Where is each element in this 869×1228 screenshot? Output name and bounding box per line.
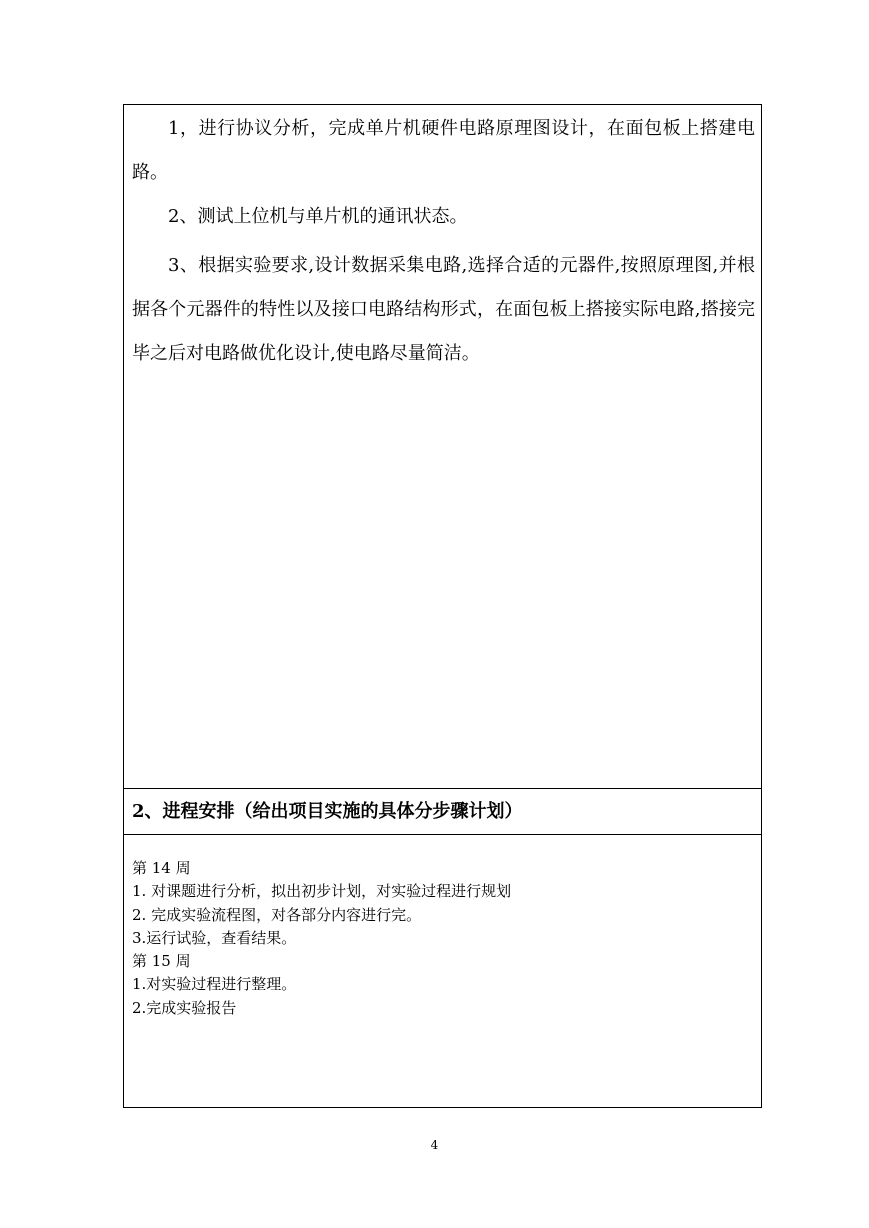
schedule-item: 1. 对课题进行分析，拟出初步计划，对实验过程进行规划 — [132, 882, 512, 901]
schedule-item: 2. 完成实验流程图，对各部分内容进行完。 — [132, 905, 422, 924]
report-table — [123, 104, 762, 1108]
schedule-list — [132, 857, 511, 1020]
page-number: 4 — [430, 1138, 439, 1152]
content-cell — [124, 105, 761, 789]
schedule-cell — [124, 835, 761, 1107]
paragraph-1: 1，进行协议分析，完成单片机硬件电路原理图设计，在面包板上搭建电路。 — [132, 118, 755, 183]
schedule-item: 1.对实验过程进行整理。 — [132, 975, 297, 994]
schedule-item: 3.运行试验，查看结果。 — [132, 928, 297, 947]
week-15-label: 第 15 周 — [132, 952, 191, 971]
week-14-label: 第 14 周 — [132, 859, 191, 877]
paragraph-3: 3、根据实验要求,设计数据采集电路,选择合适的元器件,按照原理图,并根据各个元器件的特性以及接口电路结构形式，在面包板上搭接实际电路,搭接完毕之后对电路做优化设计,使电路尽量简洁。 — [132, 255, 755, 364]
schedule-item: 2.完成实验报告 — [132, 998, 237, 1017]
schedule-heading-cell — [124, 789, 761, 835]
schedule-heading: 2、进程安排（给出项目实施的具体分步骤计划） — [132, 801, 523, 822]
paragraph-2: 2、测试上位机与单片机的通讯状态。 — [168, 206, 468, 227]
